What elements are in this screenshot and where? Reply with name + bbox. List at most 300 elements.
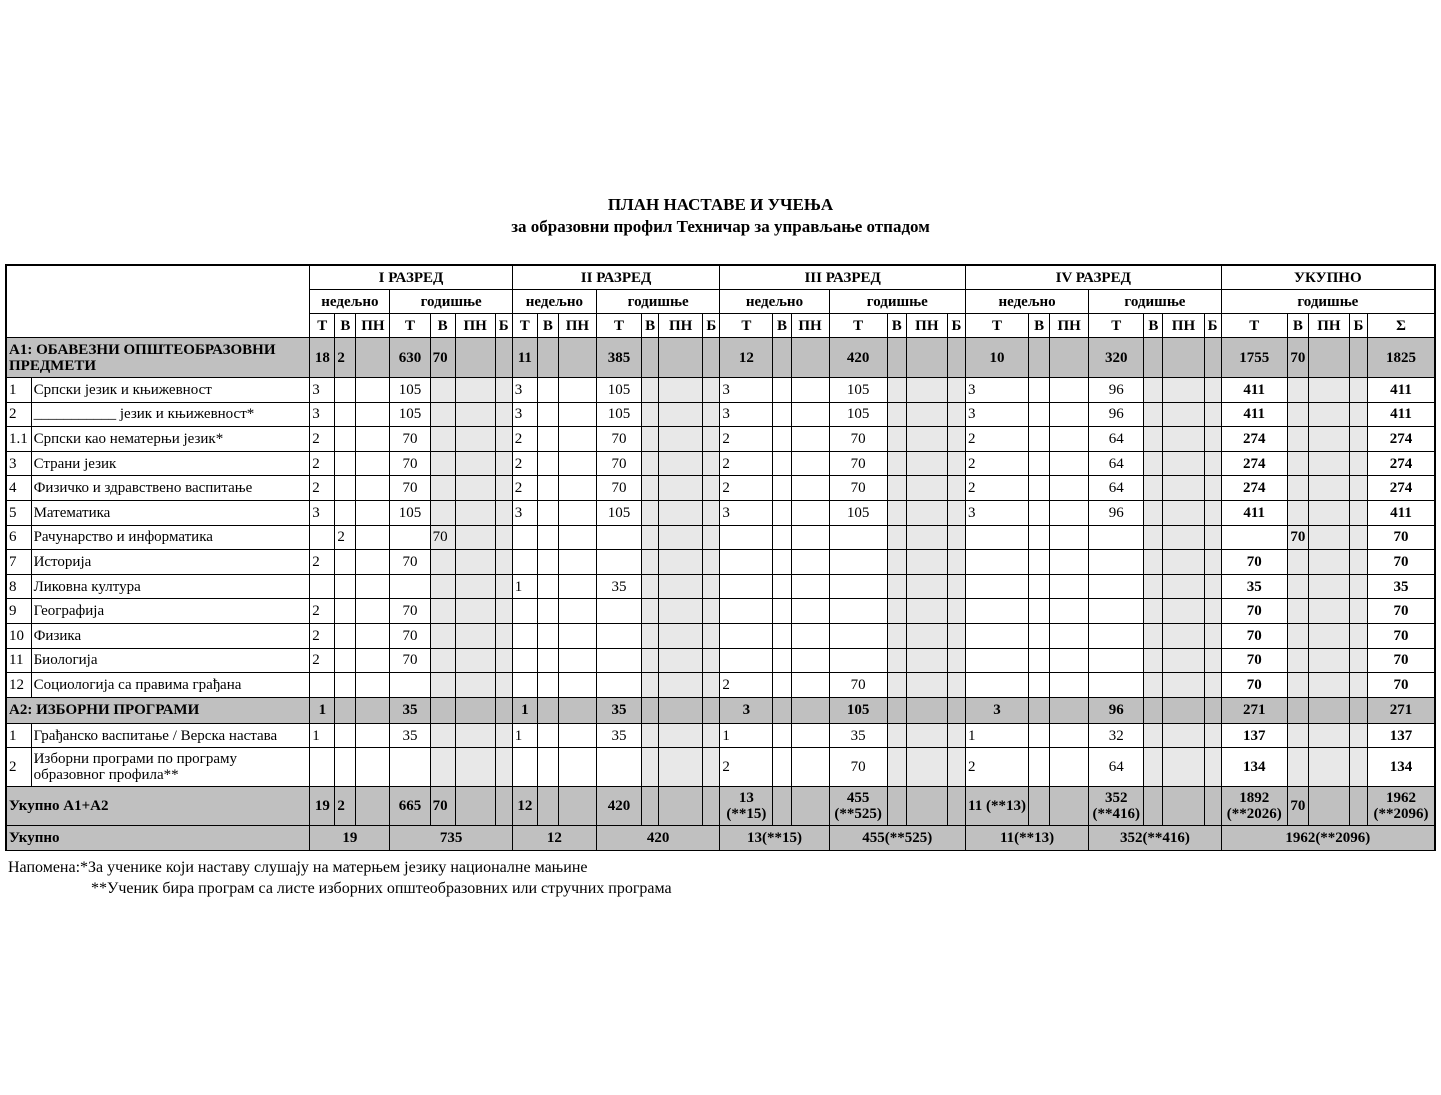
cell [455, 723, 495, 748]
cell [887, 525, 906, 550]
cell [455, 476, 495, 501]
cell: 1 [310, 723, 335, 748]
cell: 35 [390, 697, 430, 723]
cell [965, 623, 1028, 648]
grand-total-label: Укупно [6, 826, 310, 851]
cell: 274 [1368, 427, 1436, 452]
cell [1050, 500, 1089, 525]
col-pn-g3: ПН [906, 314, 947, 338]
cell [1308, 599, 1349, 624]
cell [906, 378, 947, 403]
cell [495, 787, 512, 826]
cell: 411 [1221, 500, 1287, 525]
cell [356, 787, 390, 826]
cell [537, 451, 558, 476]
cell: 2 [512, 427, 537, 452]
cell [455, 338, 495, 378]
cell [791, 787, 829, 826]
cell [659, 673, 703, 698]
cell [703, 338, 720, 378]
cell: 1892 (**2026) [1221, 787, 1287, 826]
cell [791, 402, 829, 427]
cell: 13 (**15) [720, 787, 773, 826]
grand-total-row [6, 826, 1435, 851]
cell: 411 [1221, 378, 1287, 403]
cell [659, 500, 703, 525]
cell: 2 [720, 427, 773, 452]
cell: 70 [829, 748, 887, 787]
cell [1050, 402, 1089, 427]
row-number: 1 [6, 378, 31, 403]
cell [558, 525, 596, 550]
cell [558, 427, 596, 452]
cell: 10 [965, 338, 1028, 378]
cell [537, 723, 558, 748]
cell [1163, 673, 1204, 698]
cell: 2 [720, 476, 773, 501]
subject-name: Ликовна култура [31, 574, 310, 599]
cell [1204, 476, 1221, 501]
cell [906, 476, 947, 501]
cell [659, 574, 703, 599]
cell [906, 451, 947, 476]
cell [887, 500, 906, 525]
cell [1029, 599, 1050, 624]
cell: 70 [1368, 550, 1436, 575]
cell: 70 [1368, 623, 1436, 648]
cell [1144, 673, 1163, 698]
cell: 105 [829, 402, 887, 427]
table-row [6, 550, 1435, 575]
cell [773, 525, 791, 550]
cell [773, 574, 791, 599]
cell [1163, 402, 1204, 427]
col-sigma-total: Σ [1368, 314, 1436, 338]
cell: 2 [965, 427, 1028, 452]
col-t-g2: Т [512, 314, 537, 338]
cell: 3 [965, 697, 1028, 723]
cell: 11 [512, 338, 537, 378]
cell [1163, 648, 1204, 673]
row-number: 1 [6, 723, 31, 748]
cell [335, 550, 356, 575]
cell [537, 623, 558, 648]
table-row [6, 673, 1435, 698]
cell: 2 [310, 623, 335, 648]
cell: 70 [829, 451, 887, 476]
cell [773, 427, 791, 452]
cell [310, 574, 335, 599]
cell: 1962 (**2096) [1368, 787, 1436, 826]
cell: 420 [829, 338, 887, 378]
cell [947, 451, 965, 476]
col-t-g1: Т [310, 314, 335, 338]
cell [947, 550, 965, 575]
cell [1144, 402, 1163, 427]
cell [791, 697, 829, 723]
cell [596, 673, 641, 698]
cell [703, 673, 720, 698]
cell [1349, 402, 1367, 427]
cell [537, 550, 558, 575]
cell: 70 [390, 427, 430, 452]
cell [642, 673, 659, 698]
cell [659, 648, 703, 673]
cell [1144, 574, 1163, 599]
cell [773, 599, 791, 624]
cell [965, 673, 1028, 698]
cell: 3 [720, 697, 773, 723]
row-number: 5 [6, 500, 31, 525]
cell [703, 402, 720, 427]
cell [512, 748, 537, 787]
cell [1204, 338, 1221, 378]
cell: 105 [596, 402, 641, 427]
table-row [6, 476, 1435, 501]
cell: 70 [1221, 673, 1287, 698]
cell [1287, 378, 1308, 403]
cell: 3 [512, 402, 537, 427]
cell [659, 748, 703, 787]
cell [1287, 697, 1308, 723]
row-number: 2 [6, 402, 31, 427]
row-number: 1.1 [6, 427, 31, 452]
cell: 1 [512, 697, 537, 723]
cell: 3 [310, 402, 335, 427]
cell: 105 [596, 378, 641, 403]
cell: 2 [720, 748, 773, 787]
col-b-g3: Б [947, 314, 965, 338]
cell [1144, 525, 1163, 550]
col-t-g3: Т [720, 314, 773, 338]
cell [335, 673, 356, 698]
cell [1144, 723, 1163, 748]
table-row [6, 723, 1435, 748]
cell [703, 500, 720, 525]
cell [791, 338, 829, 378]
cell [947, 787, 965, 826]
cell [1029, 723, 1050, 748]
cell [965, 525, 1028, 550]
cell [310, 673, 335, 698]
cell [703, 648, 720, 673]
cell [558, 451, 596, 476]
cell: 420 [596, 787, 641, 826]
cell [455, 648, 495, 673]
cell [558, 574, 596, 599]
cell [455, 378, 495, 403]
weekly-header-g3: недељно [720, 290, 829, 314]
cell: 64 [1089, 476, 1144, 501]
cell [642, 427, 659, 452]
cell [495, 525, 512, 550]
cell [791, 574, 829, 599]
cell [537, 427, 558, 452]
grand-total-cell: 420 [596, 826, 719, 851]
cell [1029, 787, 1050, 826]
cell [1163, 500, 1204, 525]
cell [430, 550, 455, 575]
cell [703, 623, 720, 648]
cell [1089, 648, 1144, 673]
cell [829, 550, 887, 575]
cell [773, 550, 791, 575]
section-label: А2: ИЗБОРНИ ПРОГРАМИ [6, 697, 310, 723]
cell: 1 [720, 723, 773, 748]
cell [310, 525, 335, 550]
cell [791, 723, 829, 748]
cell [773, 723, 791, 748]
cell [947, 697, 965, 723]
cell [887, 697, 906, 723]
cell [906, 787, 947, 826]
cell: 320 [1089, 338, 1144, 378]
cell [1163, 451, 1204, 476]
cell [495, 697, 512, 723]
col-v-g4: В [1144, 314, 1163, 338]
cell [791, 525, 829, 550]
subject-name: Биологија [31, 648, 310, 673]
cell [906, 525, 947, 550]
cell: 70 [1368, 599, 1436, 624]
cell [356, 476, 390, 501]
cell: 271 [1221, 697, 1287, 723]
cell [642, 500, 659, 525]
cell [356, 378, 390, 403]
cell [1163, 623, 1204, 648]
cell: 2 [965, 451, 1028, 476]
cell [1144, 427, 1163, 452]
cell [887, 623, 906, 648]
cell [537, 673, 558, 698]
cell [829, 648, 887, 673]
row-number: 8 [6, 574, 31, 599]
cell [430, 378, 455, 403]
cell [947, 599, 965, 624]
cell [1144, 787, 1163, 826]
cell [1308, 787, 1349, 826]
grade-2-header: II РАЗРЕД [512, 265, 720, 290]
cell [1050, 525, 1089, 550]
cell [773, 648, 791, 673]
cell [1287, 599, 1308, 624]
cell [1204, 402, 1221, 427]
cell: 1 [512, 574, 537, 599]
cell: 2 [310, 599, 335, 624]
cell [947, 402, 965, 427]
cell [659, 525, 703, 550]
cell: 70 [1221, 623, 1287, 648]
grand-total-cell: 735 [390, 826, 512, 851]
cell [720, 623, 773, 648]
cell [356, 697, 390, 723]
cell [537, 648, 558, 673]
cell [430, 723, 455, 748]
cell: 2 [335, 787, 356, 826]
cell [1050, 550, 1089, 575]
cell [1349, 476, 1367, 501]
cell [537, 476, 558, 501]
cell [1029, 697, 1050, 723]
table-row [6, 748, 1435, 787]
summary-row [6, 338, 1435, 378]
cell: 2 [310, 451, 335, 476]
cell [1204, 623, 1221, 648]
cell: 70 [390, 648, 430, 673]
cell [335, 500, 356, 525]
cell [1204, 378, 1221, 403]
cell [1204, 787, 1221, 826]
cell [335, 697, 356, 723]
cell [642, 697, 659, 723]
cell [495, 648, 512, 673]
cell [1029, 550, 1050, 575]
cell: 70 [430, 525, 455, 550]
cell [1089, 574, 1144, 599]
cell [1163, 723, 1204, 748]
cell [1029, 402, 1050, 427]
cell: 274 [1221, 451, 1287, 476]
cell [906, 599, 947, 624]
grand-total-cell: 12 [512, 826, 596, 851]
cell [1287, 723, 1308, 748]
cell [1349, 787, 1367, 826]
cell: 64 [1089, 427, 1144, 452]
cell [430, 697, 455, 723]
cell: 70 [829, 476, 887, 501]
cell: 70 [390, 623, 430, 648]
col-pn-g2: ПН [558, 314, 596, 338]
cell [558, 648, 596, 673]
subject-name: Српски као нематерњи језик* [31, 427, 310, 452]
cell [335, 378, 356, 403]
col-v-g2: В [642, 314, 659, 338]
cell [965, 599, 1028, 624]
cell: 35 [1221, 574, 1287, 599]
cell: 64 [1089, 748, 1144, 787]
cell [703, 748, 720, 787]
cell: 1825 [1368, 338, 1436, 378]
curriculum-table [5, 264, 1436, 851]
cell: 105 [390, 378, 430, 403]
cell [1349, 599, 1367, 624]
col-pn-g1: ПН [356, 314, 390, 338]
cell [1308, 338, 1349, 378]
note-1: Напомена:*За ученике који наставу слушају на матерњем језику националне мањине [8, 859, 588, 876]
row-number: 2 [6, 748, 31, 787]
subject-name: Физичко и здравствено васпитање [31, 476, 310, 501]
cell [703, 599, 720, 624]
cell: 96 [1089, 402, 1144, 427]
cell [390, 574, 430, 599]
cell [1204, 451, 1221, 476]
cell [1287, 451, 1308, 476]
cell [1349, 451, 1367, 476]
cell [887, 748, 906, 787]
cell: 35 [829, 723, 887, 748]
cell: 630 [390, 338, 430, 378]
cell: 3 [310, 378, 335, 403]
subject-name: Изборни програми по програму образовног профила** [31, 748, 310, 787]
cell [1287, 574, 1308, 599]
table-row [6, 427, 1435, 452]
cell [537, 500, 558, 525]
cell [773, 402, 791, 427]
cell [356, 723, 390, 748]
cell [1349, 500, 1367, 525]
cell [887, 787, 906, 826]
cell: 411 [1221, 402, 1287, 427]
cell [356, 648, 390, 673]
table-row [6, 574, 1435, 599]
cell [1308, 723, 1349, 748]
cell [512, 673, 537, 698]
cell [773, 787, 791, 826]
cell [537, 697, 558, 723]
cell [791, 748, 829, 787]
cell [495, 427, 512, 452]
cell [720, 648, 773, 673]
row-number: 7 [6, 550, 31, 575]
cell [455, 787, 495, 826]
cell [642, 574, 659, 599]
col-b-g2: Б [703, 314, 720, 338]
cell [596, 748, 641, 787]
cell [773, 378, 791, 403]
cell [430, 500, 455, 525]
cell [773, 500, 791, 525]
cell [947, 623, 965, 648]
cell [430, 574, 455, 599]
cell [1029, 500, 1050, 525]
weekly-header-g2: недељно [512, 290, 596, 314]
cell [1029, 574, 1050, 599]
cell: 1 [310, 697, 335, 723]
cell [1308, 378, 1349, 403]
subject-name: Историја [31, 550, 310, 575]
cell [495, 673, 512, 698]
cell [455, 599, 495, 624]
cell: 35 [596, 723, 641, 748]
cell [1050, 648, 1089, 673]
subject-name: Социологија са правима грађана [31, 673, 310, 698]
cell [791, 550, 829, 575]
cell [1144, 378, 1163, 403]
cell [1204, 697, 1221, 723]
cell [430, 599, 455, 624]
cell [642, 787, 659, 826]
cell [947, 574, 965, 599]
cell: 105 [390, 500, 430, 525]
cell [965, 648, 1028, 673]
cell: 2 [310, 550, 335, 575]
cell [947, 476, 965, 501]
cell [703, 525, 720, 550]
cell [1050, 451, 1089, 476]
cell: 11 (**13) [965, 787, 1028, 826]
cell [1204, 550, 1221, 575]
cell: 70 [390, 476, 430, 501]
cell [495, 599, 512, 624]
cell: 2 [512, 476, 537, 501]
cell [430, 623, 455, 648]
cell [430, 476, 455, 501]
cell [1089, 550, 1144, 575]
cell [1287, 402, 1308, 427]
cell: 70 [1287, 338, 1308, 378]
cell [642, 525, 659, 550]
cell [642, 476, 659, 501]
